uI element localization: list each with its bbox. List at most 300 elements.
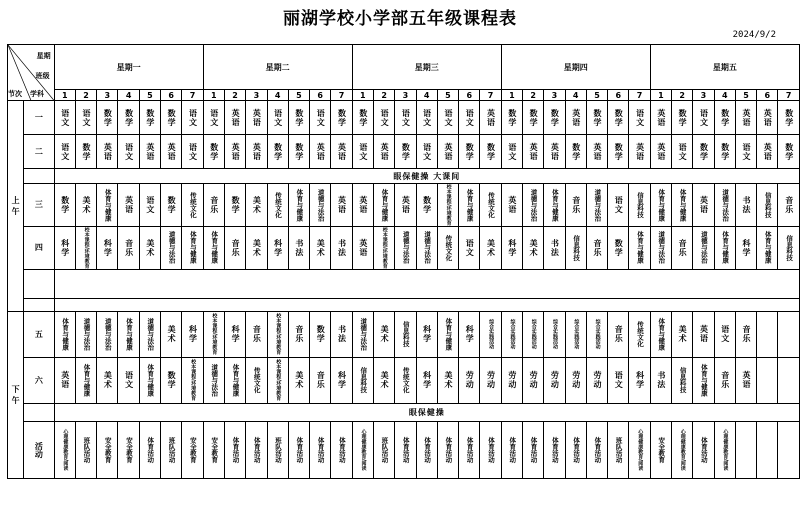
- half-day-afternoon: 下午: [8, 311, 24, 478]
- subject-cell: 班队活动: [75, 421, 96, 478]
- subject-cell: 科学: [54, 226, 75, 269]
- subject-cell: 语文: [203, 101, 224, 135]
- subject-cell: 传统文化: [629, 311, 650, 357]
- subject-cell: 数学: [54, 184, 75, 227]
- subject-cell: 英语: [523, 135, 544, 169]
- subject-cell: 体育活动: [693, 421, 714, 478]
- subject-cell: 音乐: [310, 357, 331, 403]
- half-day-morning: 上午: [8, 101, 24, 312]
- subject-cell: 体育活动: [139, 421, 160, 478]
- subject-cell: 道德与法治: [395, 226, 416, 269]
- subject-cell: 综合实践活动: [480, 311, 501, 357]
- subject-cell: 综合实践活动: [565, 311, 586, 357]
- subject-cell: 信息科技: [672, 357, 693, 403]
- subject-cell: 道德与法治: [586, 184, 607, 227]
- period-number: 6: [310, 90, 331, 101]
- subject-cell: 英语: [331, 135, 352, 169]
- subject-cell: 体育与健康: [437, 311, 458, 357]
- subject-cell: 音乐: [714, 357, 735, 403]
- subject-cell: 语文: [735, 135, 756, 169]
- empty-cell: [24, 298, 54, 311]
- subject-cell: 道德与法治: [97, 311, 118, 357]
- subject-cell: 语文: [629, 101, 650, 135]
- subject-cell: 英语: [310, 135, 331, 169]
- subject-cell: 心理健康教育/阅读: [352, 421, 373, 478]
- subject-cell: 劳动: [565, 357, 586, 403]
- subject-cell: 美术: [161, 311, 182, 357]
- subject-cell: 科学: [182, 311, 203, 357]
- subject-cell: 英语: [480, 101, 501, 135]
- subject-cell: 数学: [310, 311, 331, 357]
- subject-cell: 数学: [608, 101, 629, 135]
- subject-cell: 校本课程/环境教育: [203, 311, 224, 357]
- subject-cell: 体育活动: [395, 421, 416, 478]
- empty-cell: [757, 357, 778, 403]
- period-number: 5: [139, 90, 160, 101]
- subject-cell: 信息科技: [778, 226, 800, 269]
- subject-cell: 体育与健康: [757, 226, 778, 269]
- subject-cell: 数学: [395, 135, 416, 169]
- afternoon-break: 眼保健操: [54, 403, 799, 421]
- subject-cell: 道德与法治: [416, 226, 437, 269]
- subject-cell: 英语: [161, 135, 182, 169]
- subject-cell: 安全教育: [203, 421, 224, 478]
- subject-cell: 体育活动: [288, 421, 309, 478]
- subject-cell: 英语: [352, 184, 373, 227]
- subject-cell: 数学: [416, 184, 437, 227]
- subject-cell: 英语: [437, 135, 458, 169]
- period-slot-label: 一: [24, 101, 54, 135]
- subject-cell: 书法: [735, 184, 756, 227]
- subject-cell: 美术: [139, 226, 160, 269]
- subject-cell: 语文: [395, 101, 416, 135]
- period-number: 7: [480, 90, 501, 101]
- subject-cell: 英语: [395, 184, 416, 227]
- subject-cell: 劳动: [544, 357, 565, 403]
- subject-cell: 英语: [650, 135, 671, 169]
- period-number: 4: [267, 90, 288, 101]
- subject-cell: 传统文化: [437, 226, 458, 269]
- subject-cell: 校本课程/环境教育: [267, 311, 288, 357]
- subject-cell: 体育活动: [224, 421, 245, 478]
- subject-cell: 劳动: [523, 357, 544, 403]
- period-slot-label: 六: [24, 357, 54, 403]
- subject-cell: 数学: [352, 101, 373, 135]
- subject-cell: 安全教育: [650, 421, 671, 478]
- schedule-date: 2024/9/2: [732, 30, 776, 40]
- subject-cell: 道德与法治: [310, 184, 331, 227]
- period-number: 6: [459, 90, 480, 101]
- period-number: 7: [331, 90, 352, 101]
- subject-cell: 语文: [608, 357, 629, 403]
- subject-cell: 音乐: [608, 311, 629, 357]
- period-number: 2: [523, 90, 544, 101]
- subject-cell: 信息科技: [352, 357, 373, 403]
- subject-cell: 体育与健康: [629, 226, 650, 269]
- subject-cell: 安全教育: [182, 421, 203, 478]
- period-number: 1: [54, 90, 75, 101]
- subject-cell: 劳动: [586, 357, 607, 403]
- subject-cell: 传统文化: [395, 357, 416, 403]
- subject-cell: 美术: [288, 357, 309, 403]
- period-slot-label: 活动: [24, 421, 54, 478]
- subject-cell: 美术: [480, 226, 501, 269]
- subject-cell: 数学: [672, 101, 693, 135]
- header-corner: [8, 45, 55, 101]
- subject-cell: 校本课程/环境教育: [267, 357, 288, 403]
- subject-cell: 班队活动: [267, 421, 288, 478]
- subject-cell: 科学: [629, 357, 650, 403]
- subject-cell: 音乐: [672, 226, 693, 269]
- subject-cell: 语文: [182, 101, 203, 135]
- timetable: [7, 44, 800, 479]
- empty-cell: [757, 311, 778, 357]
- subject-cell: 数学: [288, 101, 309, 135]
- subject-cell: 道德与法治: [161, 226, 182, 269]
- subject-cell: 科学: [416, 311, 437, 357]
- period-slot-label: 三: [24, 184, 54, 227]
- subject-cell: 语文: [54, 135, 75, 169]
- subject-cell: 传统文化: [267, 184, 288, 227]
- subject-cell: 书法: [650, 357, 671, 403]
- subject-cell: 语文: [608, 184, 629, 227]
- period-number: 3: [693, 90, 714, 101]
- period-number: 4: [118, 90, 139, 101]
- empty-cell: [24, 269, 54, 298]
- period-number: 3: [97, 90, 118, 101]
- subject-cell: 英语: [565, 101, 586, 135]
- subject-cell: 语文: [416, 101, 437, 135]
- subject-cell: 语文: [118, 357, 139, 403]
- period-number: 2: [373, 90, 394, 101]
- period-number: 5: [586, 90, 607, 101]
- period-number: 1: [650, 90, 671, 101]
- subject-cell: 道德与法治: [139, 311, 160, 357]
- subject-cell: 数学: [203, 135, 224, 169]
- subject-cell: 数学: [778, 135, 800, 169]
- subject-cell: 体育与健康: [672, 184, 693, 227]
- subject-cell: 体育与健康: [182, 226, 203, 269]
- subject-cell: 校本课程/环境教育: [75, 226, 96, 269]
- empty-cell: [778, 421, 800, 478]
- subject-cell: 班队活动: [161, 421, 182, 478]
- subject-cell: 英语: [139, 135, 160, 169]
- corner-label-week: 星期: [36, 52, 51, 60]
- subject-cell: 信息科技: [565, 226, 586, 269]
- empty-cell: [757, 421, 778, 478]
- subject-cell: 劳动: [480, 357, 501, 403]
- corner-label-subject: 学科: [30, 90, 44, 98]
- subject-cell: 体育活动: [480, 421, 501, 478]
- period-number: 6: [161, 90, 182, 101]
- subject-cell: 体育与健康: [97, 184, 118, 227]
- subject-cell: 体育与健康: [373, 184, 394, 227]
- empty-cell: [778, 357, 800, 403]
- subject-cell: 综合实践活动: [501, 311, 522, 357]
- corner-label-class: 班级: [35, 72, 50, 80]
- subject-cell: 音乐: [735, 311, 756, 357]
- subject-cell: 数学: [544, 101, 565, 135]
- subject-cell: 英语: [693, 311, 714, 357]
- period-number: 5: [288, 90, 309, 101]
- subject-cell: 数学: [501, 101, 522, 135]
- subject-cell: 科学: [459, 311, 480, 357]
- subject-cell: 体育活动: [416, 421, 437, 478]
- subject-cell: 书法: [288, 226, 309, 269]
- subject-cell: 体育与健康: [54, 311, 75, 357]
- subject-cell: 综合实践活动: [544, 311, 565, 357]
- subject-cell: 体育活动: [544, 421, 565, 478]
- subject-cell: 数学: [161, 184, 182, 227]
- subject-cell: 数学: [288, 135, 309, 169]
- subject-cell: 语文: [416, 135, 437, 169]
- empty-cell: [24, 403, 54, 421]
- period-slot-label: 二: [24, 135, 54, 169]
- subject-cell: 音乐: [778, 184, 800, 227]
- day-header: 星期五: [650, 45, 799, 90]
- subject-cell: 道德与法治: [203, 357, 224, 403]
- period-number: 3: [395, 90, 416, 101]
- subject-cell: 数学: [161, 101, 182, 135]
- subject-cell: 科学: [735, 226, 756, 269]
- subject-cell: 数学: [714, 135, 735, 169]
- subject-cell: 语文: [373, 101, 394, 135]
- subject-cell: 数学: [118, 101, 139, 135]
- subject-cell: 英语: [693, 184, 714, 227]
- subject-cell: 美术: [523, 226, 544, 269]
- period-number: 6: [608, 90, 629, 101]
- subject-cell: 道德与法治: [75, 311, 96, 357]
- subject-cell: 语文: [267, 101, 288, 135]
- subject-cell: 体育与健康: [693, 357, 714, 403]
- day-header: 星期三: [352, 45, 501, 90]
- subject-cell: 体育活动: [501, 421, 522, 478]
- subject-cell: 心理健康教育/阅读: [54, 421, 75, 478]
- period-number: 7: [778, 90, 800, 101]
- subject-cell: 综合实践活动: [523, 311, 544, 357]
- subject-cell: 语文: [714, 311, 735, 357]
- subject-cell: 语文: [310, 101, 331, 135]
- subject-cell: 安全教育: [97, 421, 118, 478]
- subject-cell: 语文: [54, 101, 75, 135]
- subject-cell: 道德与法治: [693, 226, 714, 269]
- subject-cell: 英语: [650, 101, 671, 135]
- subject-cell: 数学: [693, 135, 714, 169]
- subject-cell: 英语: [501, 184, 522, 227]
- subject-cell: 数学: [161, 357, 182, 403]
- subject-cell: 语文: [352, 135, 373, 169]
- subject-cell: 英语: [331, 184, 352, 227]
- subject-cell: 数学: [480, 135, 501, 169]
- subject-cell: 校本课程/环境教育: [182, 357, 203, 403]
- subject-cell: 数学: [778, 101, 800, 135]
- subject-cell: 体育与健康: [459, 184, 480, 227]
- period-slot-label: 四: [24, 226, 54, 269]
- subject-cell: 音乐: [586, 226, 607, 269]
- subject-cell: 科学: [501, 226, 522, 269]
- subject-cell: 书法: [331, 311, 352, 357]
- empty-cell: [54, 298, 799, 311]
- subject-cell: 体育与健康: [650, 184, 671, 227]
- subject-cell: 语文: [437, 101, 458, 135]
- subject-cell: 心理健康教育/阅读: [629, 421, 650, 478]
- subject-cell: 劳动: [501, 357, 522, 403]
- subject-cell: 英语: [97, 135, 118, 169]
- period-number: 3: [544, 90, 565, 101]
- subject-cell: 传统文化: [480, 184, 501, 227]
- subject-cell: 英语: [586, 135, 607, 169]
- subject-cell: 传统文化: [246, 357, 267, 403]
- subject-cell: 音乐: [118, 226, 139, 269]
- subject-cell: 数学: [224, 184, 245, 227]
- period-number: 2: [75, 90, 96, 101]
- subject-cell: 数学: [97, 101, 118, 135]
- subject-cell: 英语: [629, 135, 650, 169]
- subject-cell: 美术: [75, 184, 96, 227]
- subject-cell: 语文: [693, 101, 714, 135]
- subject-cell: 数学: [586, 101, 607, 135]
- subject-cell: 体育与健康: [139, 357, 160, 403]
- period-slot-label: 五: [24, 311, 54, 357]
- subject-cell: 传统文化: [182, 184, 203, 227]
- subject-cell: 英语: [735, 357, 756, 403]
- subject-cell: 体育活动: [310, 421, 331, 478]
- period-number: 7: [629, 90, 650, 101]
- subject-cell: 英语: [373, 135, 394, 169]
- subject-cell: 英语: [757, 101, 778, 135]
- subject-cell: 信息科技: [629, 184, 650, 227]
- subject-cell: 班队活动: [608, 421, 629, 478]
- subject-cell: 体育与健康: [288, 184, 309, 227]
- day-header: 星期二: [203, 45, 352, 90]
- subject-cell: 体育与健康: [714, 226, 735, 269]
- subject-cell: 美术: [310, 226, 331, 269]
- subject-cell: 科学: [224, 311, 245, 357]
- subject-cell: 道德与法治: [523, 184, 544, 227]
- subject-cell: 信息科技: [757, 184, 778, 227]
- subject-cell: 美术: [373, 311, 394, 357]
- subject-cell: 数学: [608, 226, 629, 269]
- subject-cell: 数学: [267, 135, 288, 169]
- subject-cell: 语文: [118, 135, 139, 169]
- subject-cell: 心理健康教育/阅读: [672, 421, 693, 478]
- period-number: 1: [203, 90, 224, 101]
- subject-cell: 语文: [75, 101, 96, 135]
- subject-cell: 美术: [97, 357, 118, 403]
- subject-cell: 信息科技: [395, 311, 416, 357]
- subject-cell: 美术: [246, 184, 267, 227]
- subject-cell: 数学: [608, 135, 629, 169]
- subject-cell: 体育与健康: [224, 357, 245, 403]
- empty-cell: [735, 421, 756, 478]
- subject-cell: 英语: [224, 101, 245, 135]
- subject-cell: 体育活动: [246, 421, 267, 478]
- subject-cell: 综合实践活动: [586, 311, 607, 357]
- subject-cell: 英语: [246, 135, 267, 169]
- subject-cell: 科学: [416, 357, 437, 403]
- subject-cell: 英语: [54, 357, 75, 403]
- subject-cell: 科学: [267, 226, 288, 269]
- subject-cell: 音乐: [565, 184, 586, 227]
- subject-cell: 书法: [544, 226, 565, 269]
- subject-cell: 数学: [139, 101, 160, 135]
- page-title: 丽湖学校小学部五年级课程表: [283, 9, 517, 29]
- period-number: 6: [757, 90, 778, 101]
- subject-cell: 体育与健康: [650, 311, 671, 357]
- subject-cell: 语文: [459, 101, 480, 135]
- period-number: 1: [501, 90, 522, 101]
- subject-cell: 数学: [523, 101, 544, 135]
- empty-cell: [778, 311, 800, 357]
- subject-cell: 英语: [224, 135, 245, 169]
- subject-cell: 道德与法治: [650, 226, 671, 269]
- day-header: 星期一: [54, 45, 203, 90]
- subject-cell: 语文: [672, 135, 693, 169]
- subject-cell: 美术: [246, 226, 267, 269]
- period-number: 1: [352, 90, 373, 101]
- period-number: 4: [416, 90, 437, 101]
- subject-cell: 英语: [118, 184, 139, 227]
- subject-cell: 音乐: [203, 184, 224, 227]
- subject-cell: 校本课程/环境教育: [373, 226, 394, 269]
- subject-cell: 语文: [459, 226, 480, 269]
- subject-cell: 安全教育: [118, 421, 139, 478]
- subject-cell: 语文: [139, 184, 160, 227]
- period-number: 7: [182, 90, 203, 101]
- subject-cell: 音乐: [288, 311, 309, 357]
- subject-cell: 校本课程/环境教育: [437, 184, 458, 227]
- period-number: 5: [735, 90, 756, 101]
- subject-cell: 体育与健康: [118, 311, 139, 357]
- subject-cell: 美术: [437, 357, 458, 403]
- subject-cell: 劳动: [459, 357, 480, 403]
- subject-cell: 美术: [672, 311, 693, 357]
- subject-cell: 体育活动: [565, 421, 586, 478]
- subject-cell: 数学: [75, 135, 96, 169]
- subject-cell: 英语: [246, 101, 267, 135]
- subject-cell: 语文: [182, 135, 203, 169]
- subject-cell: 语文: [501, 135, 522, 169]
- day-header: 星期四: [501, 45, 650, 90]
- subject-cell: 数学: [459, 135, 480, 169]
- subject-cell: 体育活动: [459, 421, 480, 478]
- empty-cell: [54, 269, 799, 298]
- subject-cell: 心理健康教育/阅读: [714, 421, 735, 478]
- corner-label-period: 节次: [8, 90, 22, 98]
- subject-cell: 道德与法治: [352, 311, 373, 357]
- subject-cell: 科学: [331, 357, 352, 403]
- empty-cell: [24, 169, 54, 184]
- subject-cell: 美术: [373, 357, 394, 403]
- subject-cell: 班队活动: [373, 421, 394, 478]
- subject-cell: 英语: [757, 135, 778, 169]
- subject-cell: 体育活动: [523, 421, 544, 478]
- period-number: 2: [224, 90, 245, 101]
- period-number: 3: [246, 90, 267, 101]
- subject-cell: 音乐: [224, 226, 245, 269]
- subject-cell: 体育活动: [331, 421, 352, 478]
- subject-cell: 体育与健康: [203, 226, 224, 269]
- subject-cell: 数学: [565, 135, 586, 169]
- subject-cell: 数学: [714, 101, 735, 135]
- subject-cell: 音乐: [246, 311, 267, 357]
- period-number: 5: [437, 90, 458, 101]
- subject-cell: 科学: [97, 226, 118, 269]
- period-number: 4: [714, 90, 735, 101]
- subject-cell: 数学: [331, 101, 352, 135]
- subject-cell: 英语: [544, 135, 565, 169]
- subject-cell: 英语: [735, 101, 756, 135]
